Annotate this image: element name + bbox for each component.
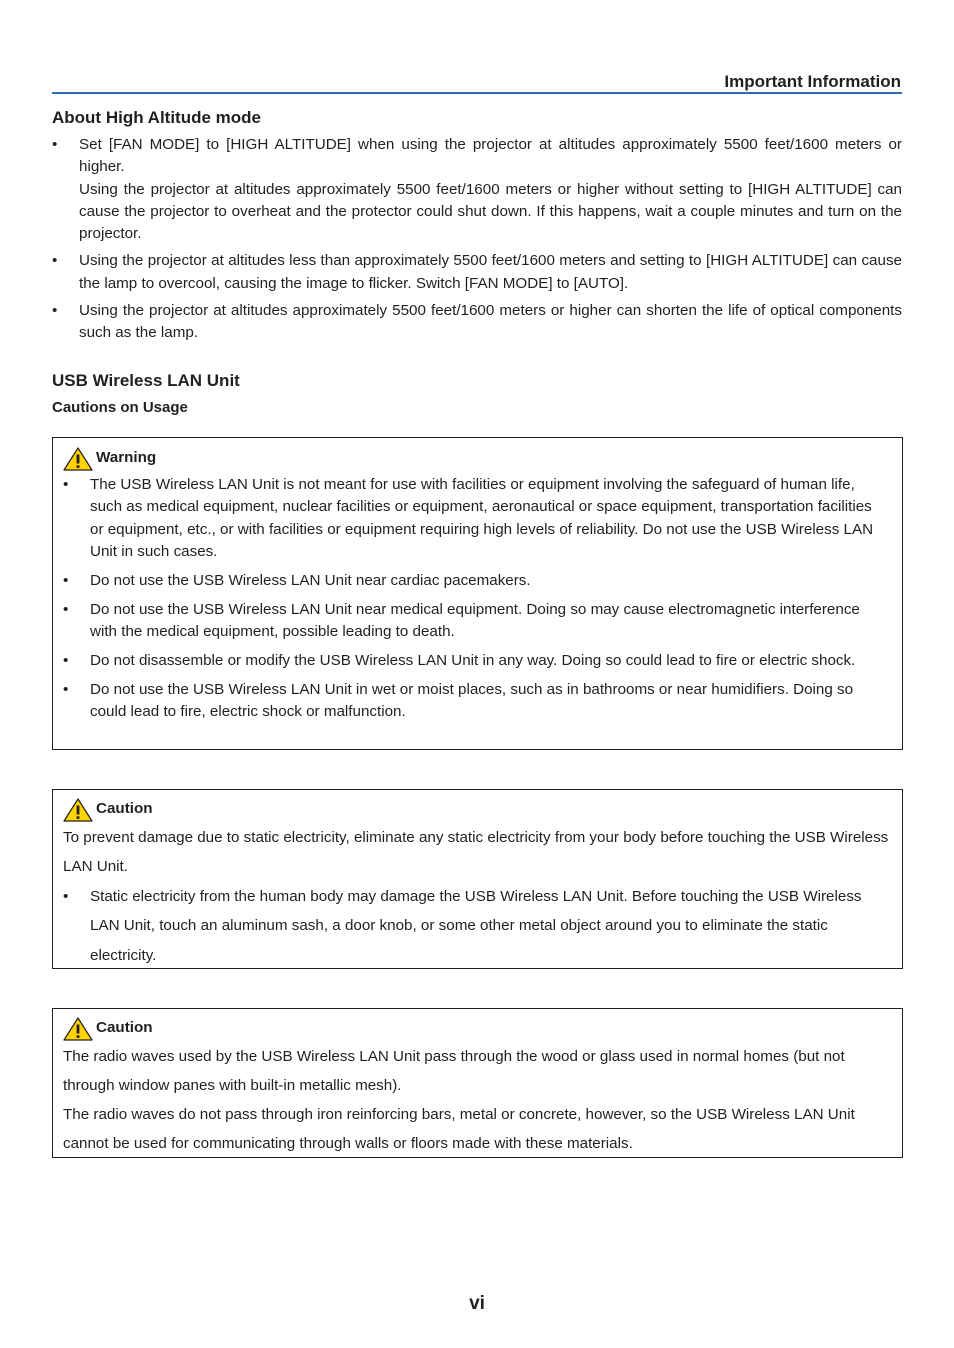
item-text: Do not disassemble or modify the USB Wireless LAN Unit in any way. Doing so could lead to fire or electric shock.	[90, 652, 856, 670]
list-item	[63, 474, 885, 563]
item-text: Do not use the USB Wireless LAN Unit near cardiac pacemakers.	[90, 571, 531, 589]
header-title: Important Information	[724, 72, 901, 91]
bullet: •	[63, 681, 69, 699]
list-item	[63, 650, 885, 672]
caution-paragraph: The radio waves do not pass through iron reinforcing bars, metal or concrete, however, so the USB Wireless LAN Unit cannot be used for communicating through walls or floors made with these materials.	[63, 1106, 855, 1153]
warning-triangle-icon	[63, 447, 93, 471]
bullet: •	[63, 476, 69, 493]
bullet: •	[63, 600, 69, 618]
page-header	[52, 72, 902, 94]
item-text: Using the projector at altitudes approximately 5500 feet/1600 meters or higher can shorten the life of optical components such as the lamp.	[79, 302, 902, 342]
section-heading-usb: USB Wireless LAN Unit	[52, 371, 240, 390]
bullet: •	[52, 136, 58, 153]
item-text: Using the projector at altitudes less than approximately 5500 feet/1600 meters and setting to [HIGH ALTITUDE] can cause the lamp to overcool, causing the image to flicker. Switch [FAN MODE] to [AUTO].	[79, 252, 902, 292]
warning-title: Warning	[96, 449, 157, 466]
list-item	[52, 300, 902, 345]
list-item	[63, 679, 885, 724]
list-item	[63, 882, 885, 970]
caution-box-static	[52, 789, 903, 969]
bullet: •	[63, 888, 69, 905]
altitude-list	[52, 134, 902, 350]
list-item	[52, 250, 902, 295]
item-text: The USB Wireless LAN Unit is not meant for use with facilities or equipment involving the safeguard of human life, such as medical equipment, nuclear facilities or equipment, aeronautical or space equipment, transportation facilities or equipment, etc., or with facilities or equipment requiring high levels of reliability. Do not use the USB Wireless LAN Unit in such cases.	[90, 476, 874, 560]
item-text: Set [FAN MODE] to [HIGH ALTITUDE] when using the projector at altitudes approximately 5500 feet/1600 meters or higher.	[79, 136, 902, 176]
warning-triangle-icon	[63, 798, 93, 822]
section-heading-altitude: About High Altitude mode	[52, 108, 262, 127]
item-text: Using the projector at altitudes approximately 5500 feet/1600 meters or higher without setting to [HIGH ALTITUDE] can cause the projector to overheat and the protector could shut down. If this happens, wait a couple minutes and turn on the projector.	[79, 180, 902, 243]
warning-box	[52, 437, 903, 750]
page-number: vi	[469, 1293, 485, 1314]
warning-list	[63, 474, 885, 730]
caution-title: Caution	[96, 800, 153, 817]
list-item	[52, 134, 902, 245]
item-text: Do not use the USB Wireless LAN Unit in wet or moist places, such as in bathrooms or near humidifiers. Doing so could lead to fire, electric shock or malfunction.	[90, 681, 854, 721]
list-item	[63, 599, 885, 644]
item-text: Do not use the USB Wireless LAN Unit near medical equipment. Doing so may cause electromagnetic interference with the medical equipment, possible leading to death.	[90, 600, 860, 641]
bullet: •	[52, 302, 58, 320]
caution-title: Caution	[96, 1019, 153, 1036]
caution-paragraph: The radio waves used by the USB Wireless LAN Unit pass through the wood or glass used in normal homes (but not through window panes with built-in metallic mesh).	[63, 1048, 845, 1095]
warning-triangle-icon	[63, 1017, 93, 1041]
bullet: •	[63, 652, 69, 670]
list-item	[63, 570, 885, 592]
caution-box-radio	[52, 1008, 903, 1158]
bullet: •	[52, 252, 58, 270]
item-text: Static electricity from the human body may damage the USB Wireless LAN Unit. Before touching the USB Wireless LAN Unit, touch an aluminum sash, a door knob, or some other metal object around you to eliminate the static electricity.	[90, 888, 862, 964]
subheading-cautions: Cautions on Usage	[52, 399, 188, 416]
bullet: •	[63, 571, 69, 589]
caution-text: To prevent damage due to static electricity, eliminate any static electricity from your body before touching the USB Wireless LAN Unit.	[63, 829, 889, 876]
